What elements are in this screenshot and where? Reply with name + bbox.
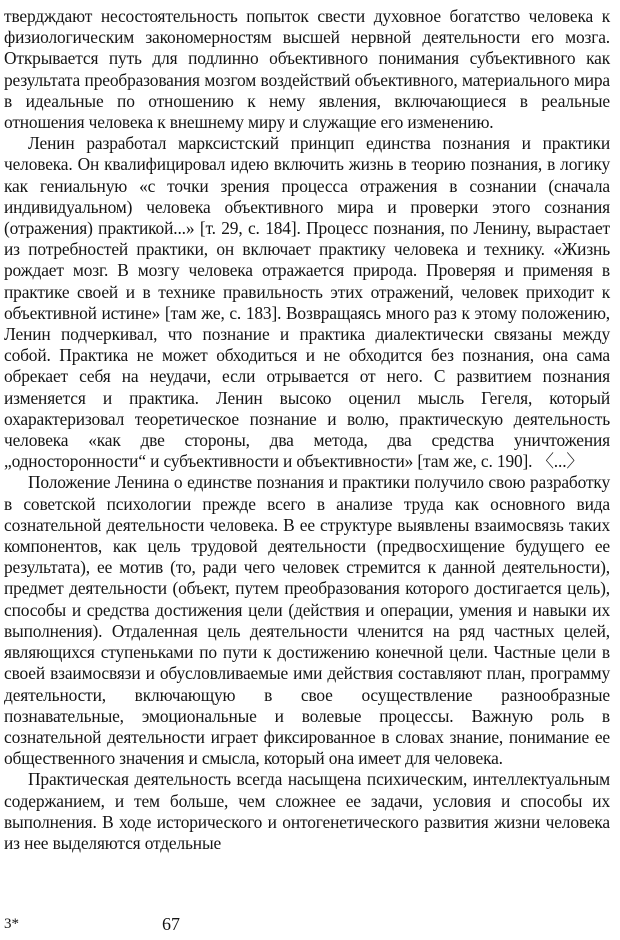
signature-mark: 3* [4,916,19,932]
page-footer [4,912,304,936]
paragraph-3: Положение Ленина о единстве познания и практики получило свою разработку в советской психологии прежде всего в анализе труда как основного вида сознательной деятельности человека. В ее структуре выявлены взаимосвязь таких компонентов, как цель трудовой деятельности (предвосхищение будущего ее результата), ее мотив (то, ради чего человек стремится к данной деятельности), предмет деятельности (объект, путем преобразования которого достигается цель), способы и средства достижения цели (действия и операции, умения и навыки их выполнения). Отдаленная цель деятельности членится на ряд частных целей, являющихся ступеньками по пути к достижению конечной цели. Частные цели в своей взаимосвязи и обусловливаемые ими действия составляют план, программу деятельности, включающую в свое осуществление разнообразные познавательные, эмоциональные и волевые процессы. Важную роль в сознательной деятельности играет фиксированное в словах знание, понимание ее общественного значения и смысла, который она имеет для человека. [4,472,610,769]
paragraph-1: твердждают несостоятельность попыток свести духовное богатство человека к физиологическим закономерностям высшей нервной деятельности его мозга. Открывается путь для подлинно объективного понимания субъективного как результата преобразования мозгом воздействий объективного, материального мира в идеальные по отношению к нему явления, включающиеся в реальные отношения человека к внешнему миру и служащие его изменению. [4,6,610,133]
page-number: 67 [162,914,180,934]
paragraph-4: Практическая деятельность всегда насыщена психическим, интеллектуальным содержанием, и тем больше, чем сложнее ее задачи, условия и способы их выполнения. В ходе исторического и онтогенетического развития жизни человека из нее выделяются отдельные [4,769,610,853]
book-page-text [4,6,610,854]
paragraph-2: Ленин разработал марксистский принцип единства познания и практики человека. Он квалифицировал идею включить жизнь в теорию познания, в логику как гениальную «с точки зрения процесса отражения в сознании (сначала индивидуальном) человека объективного мира и проверки этого сознания (отражения) практикой...» [т. 29, с. 184]. Процесс познания, по Ленину, вырастает из потребностей практики, он включает практику человека и технику. «Жизнь рождает мозг. В мозгу человека отражается природа. Проверяя и применяя в практике своей и в технике правильность этих отражений, человек приходит к объективной истине» [там же, с. 183]. Возвращаясь много раз к этому положению, Ленин подчеркивал, что познание и практика диалектически связаны между собой. Практика не может обходиться и не обходится без познания, она сама обрекает себя на неудачи, если отрывается от него. С развитием познания изменяется и практика. Ленин высоко оценил мысль Гегеля, который охарактеризовал теоретическое познание и волю, практическую деятельность человека «как две стороны, два метода, два средства уничтожения „односторонности“ и субъективности и объективности» [там же, с. 190]. 〈...〉 [4,133,610,472]
